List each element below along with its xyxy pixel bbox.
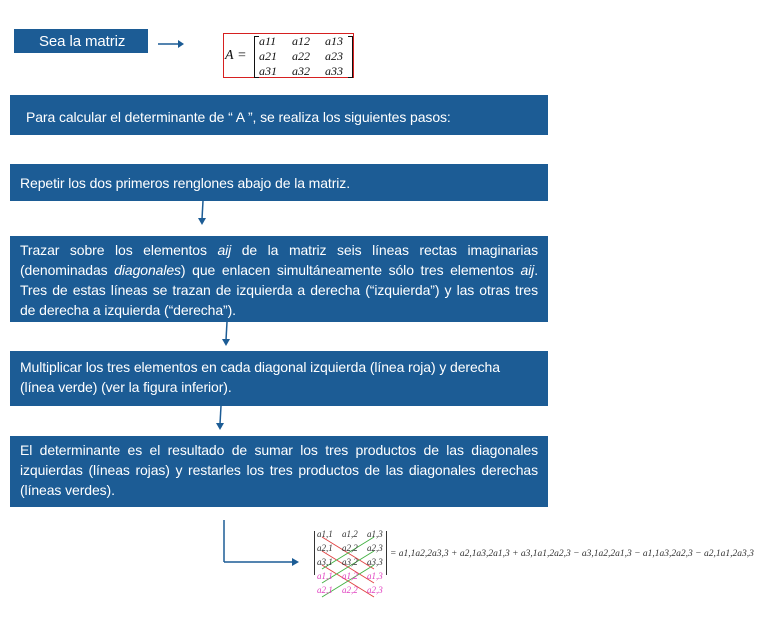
sarrus-cell: a2,2 (342, 543, 358, 553)
sarrus-repeat-cell: a2,3 (367, 585, 383, 595)
step3-box (10, 351, 548, 406)
step3-text: Multiplicar los tres elementos en cada diagonal izquierda (línea roja) y derecha (línea verde) (ver la figura inferior). (20, 359, 500, 395)
matrix-cell-label: a32 (292, 64, 310, 78)
matrix-equals: = (238, 48, 246, 63)
matrix-cell-label: a31 (259, 64, 277, 78)
determinant-formula: = a1,1a2,2a3,3 + a2,1a3,2a1,3 + a3,1a1,2a2,3 − a3,1a2,2a1,3 − a1,1a3,2a2,3 − a2,1a1,2a3,3 (390, 549, 754, 559)
sarrus-repeat-cell: a1,1 (317, 571, 333, 581)
matrix-lhs: A (225, 48, 234, 63)
arrow-down-icon (197, 201, 209, 225)
arrow-down-icon (215, 406, 227, 430)
matrix-cell-label: a23 (325, 49, 343, 63)
matrix-cell (292, 49, 310, 64)
matrix-cell (325, 64, 343, 79)
sarrus-repeat-cell: a2,2 (342, 585, 358, 595)
matrix-cell (325, 49, 343, 64)
step2-text-a: Trazar sobre los elementos (20, 242, 218, 258)
matrix-cell-label: a22 (292, 49, 310, 63)
sarrus-cell: a3,3 (367, 557, 383, 567)
matrix-cell-label: a11 (259, 34, 277, 48)
matrix-cell (292, 64, 310, 79)
diagonal-lines (310, 527, 390, 607)
matrix-cell-label: a21 (259, 49, 277, 63)
matrix-cell (259, 49, 277, 64)
sarrus-cell: a3,2 (342, 557, 358, 567)
step2-text-b: de la matriz seis líneas rectas imaginarias (denominadas (20, 242, 538, 278)
step2-em-aij: aij (217, 242, 232, 258)
title-text: Sea la matriz (39, 33, 126, 50)
matrix-cell (259, 34, 276, 49)
intro-box (10, 95, 548, 135)
step4-text: El determinante es el resultado de sumar los tres productos de las diagonales izquierdas (líneas rojas) y restarles los tres productos de las diagonales derechas (líneas verdes). (20, 442, 538, 498)
sarrus-cell: a3,1 (317, 557, 333, 567)
sarrus-diagram (310, 527, 772, 607)
step2-text-c: ) que enlacen simultáneamente sólo tres elementos (180, 262, 521, 278)
step1-box (10, 164, 548, 201)
matrix-a (223, 33, 354, 78)
step2-em-diagonales: diagonales (114, 262, 181, 278)
sarrus-repeat-cell: a1,2 (342, 571, 358, 581)
sarrus-cell: a2,1 (317, 543, 333, 553)
step2-em-aij-2: aij (520, 262, 535, 278)
step2-box (10, 236, 548, 322)
title-box (14, 29, 148, 53)
sarrus-cell: a1,2 (342, 529, 358, 539)
sarrus-repeat-cell: a2,1 (317, 585, 333, 595)
step2-text-d: . Tres de estas líneas se trazan de izquierda a derecha (“izquierda”) y las otras tres de derecha a izquierda (“derecha”). (20, 262, 538, 318)
elbow-arrow-icon (222, 520, 302, 570)
step4-box (10, 436, 548, 507)
step1-text: Repetir los dos primeros renglones abajo de la matriz. (20, 175, 350, 191)
matrix-cell (292, 34, 310, 49)
matrix-cell (259, 64, 277, 79)
matrix-cell-label: a12 (292, 34, 310, 48)
sarrus-cell: a2,3 (367, 543, 383, 553)
matrix-cell-label: a33 (325, 64, 343, 78)
intro-text: Para calcular el determinante de “ A ”, se realiza los siguientes pasos: (26, 109, 451, 125)
matrix-cell (325, 34, 343, 49)
sarrus-cell: a1,3 (367, 529, 383, 539)
sarrus-cell: a1,1 (317, 529, 333, 539)
arrow-down-icon (221, 322, 233, 346)
matrix-cell-label: a13 (325, 34, 343, 48)
sarrus-repeat-cell: a1,3 (367, 571, 383, 581)
arrow-right-icon (158, 38, 184, 50)
matrix-right-bracket (348, 36, 353, 78)
